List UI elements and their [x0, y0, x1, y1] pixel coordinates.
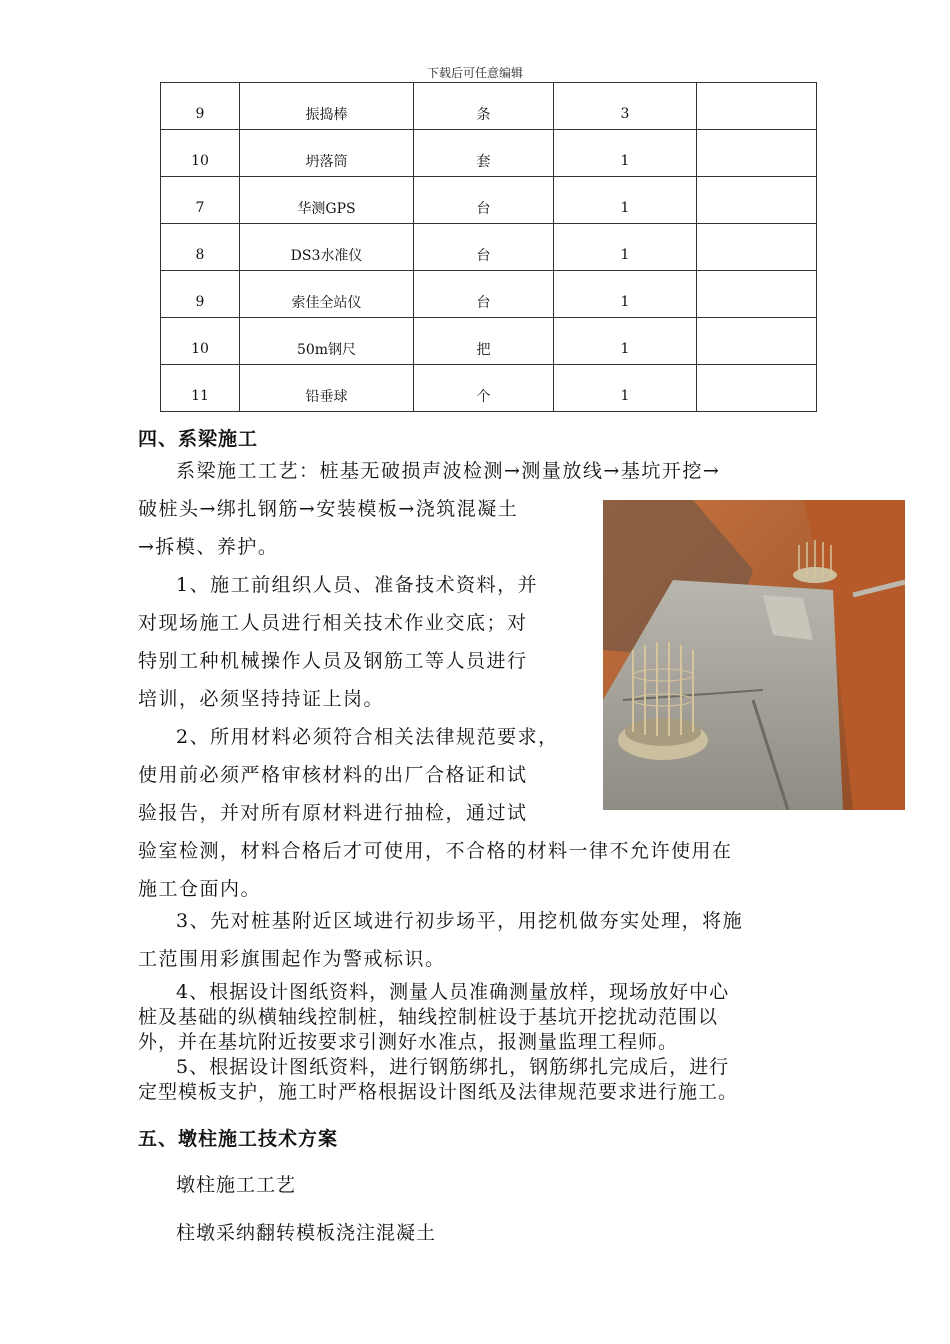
cell-unit: [414, 365, 554, 412]
cell-unit: [414, 177, 554, 224]
table-row: [161, 177, 817, 224]
cell-no-text: 10: [191, 153, 209, 169]
cell-note: [697, 177, 817, 224]
paragraph-4-line-1: 4、根据设计图纸资料，测量人员准确测量放样，现场放好中心: [176, 981, 730, 1003]
cell-no: [161, 224, 240, 271]
cell-qty: [554, 271, 697, 318]
paragraph-2-line-2: 使用前必须严格审核材料的出厂合格证和试: [138, 764, 528, 786]
cell-no: [161, 83, 240, 130]
cell-qty-text: 1: [620, 200, 630, 216]
cell-name-text: 50m钢尺: [296, 342, 357, 358]
cell-no-text: 9: [195, 294, 205, 310]
cell-qty: [554, 83, 697, 130]
table-row: [161, 130, 817, 177]
paragraph-5-line-2: 定型模板支护，施工时严格根据设计图纸及法律规范要求进行施工。: [138, 1081, 739, 1103]
paragraph-4-line-3: 外，并在基坑附近按要求引测好水准点，报测量监理工程师。: [138, 1031, 679, 1053]
cell-name: [240, 365, 414, 412]
cell-unit: [414, 271, 554, 318]
table-row: [161, 224, 817, 271]
cell-name: [240, 318, 414, 365]
cell-no-text: 9: [195, 106, 205, 122]
paragraph-3-line-1: 3、先对桩基附近区域进行初步场平，用挖机做夯实处理，将施: [176, 910, 744, 932]
cell-qty-text: 1: [620, 388, 630, 404]
section-5-line-1: 墩柱施工工艺: [176, 1174, 297, 1196]
cell-note: [697, 365, 817, 412]
cell-name: [240, 271, 414, 318]
paragraph-1-line-2: 对现场施工人员进行相关技术作业交底；对: [138, 612, 528, 634]
cell-qty: [554, 130, 697, 177]
paragraph-1-line-1: 1、施工前组织人员、准备技术资料，并: [176, 574, 539, 596]
table-row: [161, 83, 817, 130]
cell-no: [161, 177, 240, 224]
cell-unit-text: 台: [476, 201, 491, 217]
cell-unit-text: 台: [476, 248, 491, 264]
paragraph-1-line-4: 培训，必须坚持持证上岗。: [138, 688, 385, 710]
cell-qty: [554, 365, 697, 412]
cell-unit: [414, 318, 554, 365]
process-line-2: 破桩头→绑扎钢筋→安装模板→浇筑混凝土: [138, 498, 519, 520]
cell-note: [697, 318, 817, 365]
cell-unit-text: 个: [476, 389, 491, 405]
cell-name-text: 华测GPS: [297, 201, 356, 217]
section-5-line-2: 柱墩采纳翻转模板浇注混凝土: [176, 1222, 437, 1244]
table-row: [161, 365, 817, 412]
section-5-heading: 五、墩柱施工技术方案: [138, 1128, 339, 1150]
cell-unit-text: 台: [476, 295, 491, 311]
cell-qty: [554, 318, 697, 365]
cell-note: [697, 224, 817, 271]
cell-name-text: 铅垂球: [305, 389, 348, 405]
cell-no: [161, 365, 240, 412]
cell-no: [161, 130, 240, 177]
process-line-3: →拆模、养护。: [138, 536, 279, 558]
cell-no-text: 7: [195, 200, 205, 216]
paragraph-2-line-3: 验报告，并对所有原材料进行抽检，通过试: [138, 802, 528, 824]
cell-qty-text: 1: [620, 247, 630, 263]
cell-note: [697, 83, 817, 130]
cell-no: [161, 271, 240, 318]
cell-name: [240, 83, 414, 130]
header-note: 下载后可任意编辑: [426, 66, 523, 80]
cell-qty: [554, 224, 697, 271]
cell-unit-text: 把: [476, 342, 491, 358]
cell-name-text: DS3水准仪: [290, 248, 363, 264]
cell-name-text: 振捣棒: [305, 107, 348, 123]
cell-unit: [414, 224, 554, 271]
cell-qty: [554, 177, 697, 224]
paragraph-2-line-5: 施工仓面内。: [138, 878, 262, 900]
cell-unit: [414, 130, 554, 177]
cell-name: [240, 130, 414, 177]
cell-no-text: 8: [195, 247, 205, 263]
cell-note: [697, 271, 817, 318]
cell-unit-text: 套: [476, 154, 491, 170]
table-row: [161, 271, 817, 318]
paragraph-3-line-2: 工范围用彩旗围起作为警戒标识。: [138, 948, 446, 970]
process-line-1: 系梁施工工艺：桩基无破损声波检测→测量放线→基坑开挖→: [176, 460, 721, 482]
cell-qty-text: 1: [620, 341, 630, 357]
tie-beam-construction-photo: [603, 500, 905, 810]
cell-name: [240, 177, 414, 224]
cell-name-text: 坍落筒: [305, 154, 348, 170]
equipment-table: [160, 82, 817, 412]
cell-qty-text: 1: [620, 153, 630, 169]
cell-unit: [414, 83, 554, 130]
paragraph-4-line-2: 桩及基础的纵横轴线控制桩，轴线控制桩设于基坑开挖扰动范围以: [138, 1006, 719, 1028]
section-4-heading: 四、系梁施工: [138, 428, 259, 450]
paragraph-2-line-4: 验室检测，材料合格后才可使用，不合格的材料一律不允许使用在: [138, 840, 733, 862]
cell-note: [697, 130, 817, 177]
paragraph-1-line-3: 特别工种机械操作人员及钢筋工等人员进行: [138, 650, 528, 672]
cell-no: [161, 318, 240, 365]
paragraph-2-line-1: 2、所用材料必须符合相关法律规范要求，: [176, 726, 559, 748]
cell-name: [240, 224, 414, 271]
cell-no-text: 10: [191, 341, 209, 357]
paragraph-5-line-1: 5、根据设计图纸资料，进行钢筋绑扎，钢筋绑扎完成后，进行: [176, 1056, 730, 1078]
cell-unit-text: 条: [476, 107, 491, 123]
table-row: [161, 318, 817, 365]
cell-qty-text: 3: [620, 106, 630, 122]
cell-name-text: 索佳全站仪: [291, 295, 362, 311]
cell-qty-text: 1: [620, 294, 630, 310]
cell-no-text: 11: [191, 388, 209, 404]
